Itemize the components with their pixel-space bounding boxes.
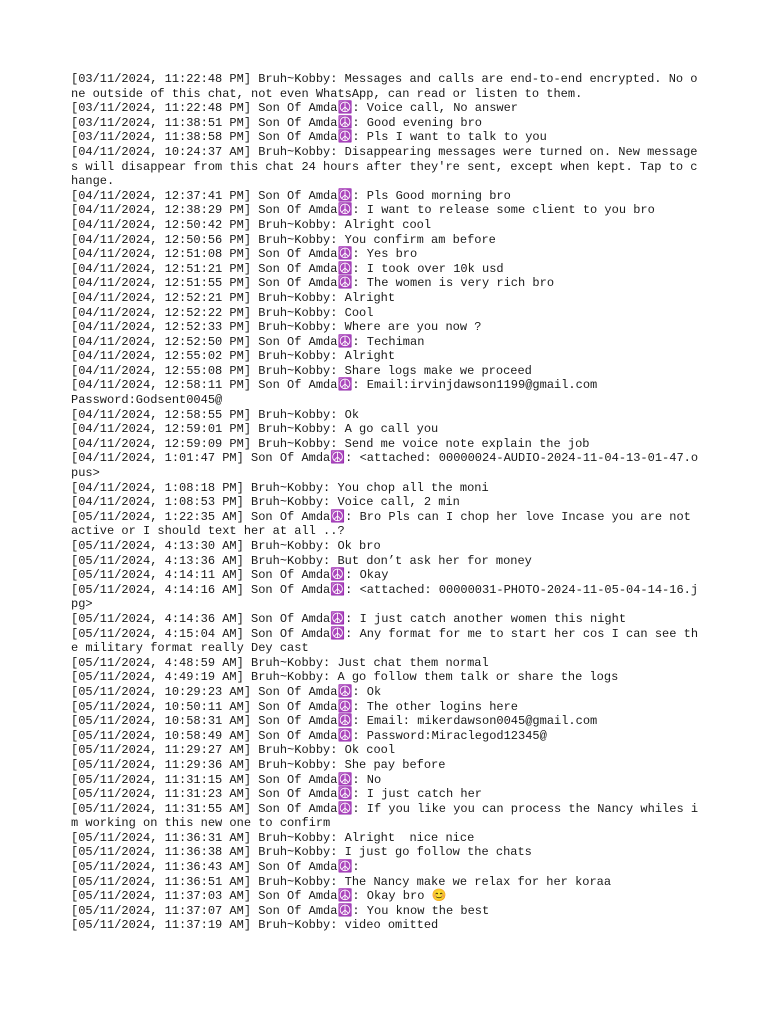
chat-line: [05/11/2024, 10:50:11 AM] Son Of Amda☮️: The other logins here	[71, 699, 519, 714]
chat-line: [05/11/2024, 10:58:49 AM] Son Of Amda☮️: Password:Miraclegod12345@	[71, 728, 547, 743]
chat-line: [04/11/2024, 1:01:47 PM] Son Of Amda☮️: <attached: 00000024-AUDIO-2024-11-04-13-01-47.opus>	[71, 451, 699, 481]
chat-line: [05/11/2024, 11:37:19 AM] Bruh~Kobby: video omitted	[71, 918, 439, 933]
chat-line: [04/11/2024, 12:59:01 PM] Bruh~Kobby: A go call you	[71, 422, 439, 437]
chat-line: [04/11/2024, 12:51:21 PM] Son Of Amda☮️: I took over 10k usd	[71, 261, 504, 276]
chat-line: [03/11/2024, 11:38:51 PM] Son Of Amda☮️: Good evening bro	[71, 115, 483, 130]
chat-line: [05/11/2024, 1:22:35 AM] Son Of Amda☮️: Bro Pls can I chop her love Incase you are not active or I should text her at all ..?	[71, 509, 699, 539]
chat-line: [04/11/2024, 1:08:18 PM] Bruh~Kobby: You chop all the moni	[71, 480, 489, 495]
chat-line: [05/11/2024, 4:49:19 AM] Bruh~Kobby: A go follow them talk or share the logs	[71, 670, 619, 685]
chat-line: [04/11/2024, 12:59:09 PM] Bruh~Kobby: Send me voice note explain the job	[71, 436, 590, 451]
chat-line: [04/11/2024, 12:58:55 PM] Bruh~Kobby: Ok	[71, 407, 360, 422]
chat-line: [04/11/2024, 12:55:02 PM] Bruh~Kobby: Alright	[71, 349, 396, 364]
chat-line: [05/11/2024, 10:58:31 AM] Son Of Amda☮️: Email: mikerdawson0045@gmail.com	[71, 714, 598, 729]
chat-line: [04/11/2024, 12:52:21 PM] Bruh~Kobby: Alright	[71, 290, 396, 305]
chat-line: [05/11/2024, 11:31:15 AM] Son Of Amda☮️: No	[71, 772, 382, 787]
chat-line: [04/11/2024, 12:51:55 PM] Son Of Amda☮️: The women is very rich bro	[71, 276, 555, 291]
chat-line: [05/11/2024, 10:29:23 AM] Son Of Amda☮️: Ok	[71, 684, 382, 699]
chat-line: [04/11/2024, 1:08:53 PM] Bruh~Kobby: Voice call, 2 min	[71, 495, 460, 510]
chat-line: [04/11/2024, 12:52:50 PM] Son Of Amda☮️: Techiman	[71, 334, 425, 349]
chat-line: [05/11/2024, 11:31:23 AM] Son Of Amda☮️: I just catch her	[71, 787, 483, 802]
chat-line: [04/11/2024, 12:37:41 PM] Son Of Amda☮️: Pls Good morning bro	[71, 188, 511, 203]
chat-line: [04/11/2024, 12:58:11 PM] Son Of Amda☮️: Email:irvinjdawson1199@gmail.com Password:Godsent0045@	[71, 378, 598, 408]
chat-line: [05/11/2024, 11:37:03 AM] Son Of Amda☮️: Okay bro 😊	[71, 889, 447, 904]
chat-line: [04/11/2024, 12:50:56 PM] Bruh~Kobby: You confirm am before	[71, 232, 496, 247]
chat-line: [05/11/2024, 11:36:43 AM] Son Of Amda☮️:	[71, 860, 360, 875]
chat-line: [05/11/2024, 11:29:36 AM] Bruh~Kobby: She pay before	[71, 757, 446, 772]
chat-line: [04/11/2024, 12:51:08 PM] Son Of Amda☮️: Yes bro	[71, 247, 418, 262]
chat-line: [04/11/2024, 10:24:37 AM] Bruh~Kobby: Disappearing messages were turned on. New messages will disappear from this chat 24 hours after they're sent, except when kept. Tap to change.	[71, 144, 698, 189]
chat-line: [05/11/2024, 11:36:31 AM] Bruh~Kobby: Alright nice nice	[71, 830, 475, 845]
chat-line: [03/11/2024, 11:38:58 PM] Son Of Amda☮️: Pls I want to talk to you	[71, 130, 547, 145]
chat-line: [05/11/2024, 11:36:38 AM] Bruh~Kobby: I just go follow the chats	[71, 845, 532, 860]
chat-line: [04/11/2024, 12:55:08 PM] Bruh~Kobby: Share logs make we proceed	[71, 363, 532, 378]
chat-line: [04/11/2024, 12:52:33 PM] Bruh~Kobby: Where are you now ?	[71, 320, 482, 335]
chat-transcript	[71, 72, 701, 933]
chat-line: [04/11/2024, 12:52:22 PM] Bruh~Kobby: Cool	[71, 305, 374, 320]
chat-line: [05/11/2024, 4:13:30 AM] Bruh~Kobby: Ok bro	[71, 539, 381, 553]
chat-line: [05/11/2024, 4:15:04 AM] Son Of Amda☮️: Any format for me to start her cos I can see the military format really Dey cast	[71, 626, 699, 656]
chat-line: [05/11/2024, 4:48:59 AM] Bruh~Kobby: Just chat them normal	[71, 655, 489, 670]
chat-line: [04/11/2024, 12:38:29 PM] Son Of Amda☮️: I want to release some client to you bro	[71, 203, 655, 218]
chat-line: [03/11/2024, 11:22:48 PM] Bruh~Kobby: Messages and calls are end-to-end encrypted. No one outside of this chat, not even WhatsApp, can read or listen to them.	[71, 72, 698, 101]
chat-line: [05/11/2024, 4:14:16 AM] Son Of Amda☮️: <attached: 00000031-PHOTO-2024-11-05-04-14-16.jpg>	[71, 582, 699, 612]
chat-line: [05/11/2024, 4:14:36 AM] Son Of Amda☮️: I just catch another women this night	[71, 611, 627, 626]
chat-line: [05/11/2024, 11:37:07 AM] Son Of Amda☮️: You know the best	[71, 903, 490, 918]
chat-line: [05/11/2024, 11:29:27 AM] Bruh~Kobby: Ok cool	[71, 743, 396, 758]
chat-line: [04/11/2024, 12:50:42 PM] Bruh~Kobby: Alright cool	[71, 217, 432, 232]
chat-line: [05/11/2024, 11:31:55 AM] Son Of Amda☮️: If you like you can process the Nancy whiles im working on this new one to confirm	[71, 801, 699, 831]
chat-line: [05/11/2024, 4:14:11 AM] Son Of Amda☮️: Okay	[71, 568, 389, 583]
chat-line: [05/11/2024, 11:36:51 AM] Bruh~Kobby: The Nancy make we relax for her koraa	[71, 874, 612, 889]
chat-line: [05/11/2024, 4:13:36 AM] Bruh~Kobby: But don’t ask her for money	[71, 553, 532, 568]
chat-line: [03/11/2024, 11:22:48 PM] Son Of Amda☮️: Voice call, No answer	[71, 101, 519, 116]
